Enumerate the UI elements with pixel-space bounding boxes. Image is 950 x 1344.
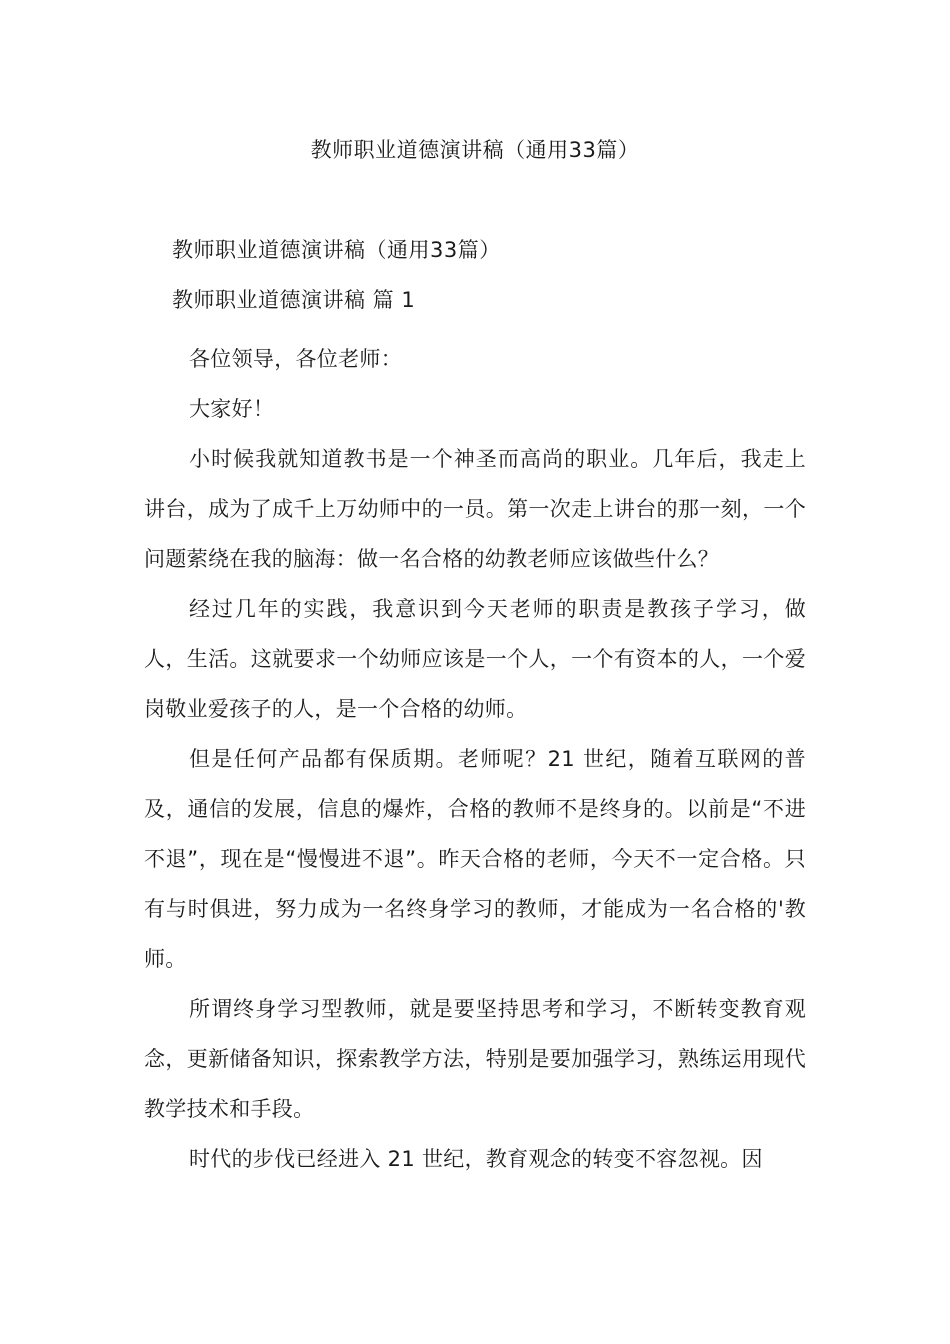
section-heading: 教师职业道德演讲稿 篇 1 [172,288,416,312]
paragraph: 时代的步伐已经进入 21 世纪，教育观念的转变不容忽视。因 [189,1147,763,1171]
paragraph-salutation: 大家好！ [189,397,275,421]
paragraph: 但是任何产品都有保质期。老师呢？21 世纪，随着互联网的普及，通信的发展，信息的爆炸，合格的教师不是终身的。以前是“不进不退”，现在是“慢慢进不退”。昨天合格的老师，今天不一定合格。只有与时俱进，努力成为一名终身学习的教师，才能成为一名合格的'教师。 [144,747,806,971]
document-body [144,334,806,1184]
paragraph-greeting: 各位领导，各位老师： [189,347,402,371]
paragraph: 小时候我就知道教书是一个神圣而高尚的职业。几年后，我走上讲台，成为了成千上万幼师中的一员。第一次走上讲台的那一刻，一个问题萦绕在我的脑海：做一名合格的幼教老师应该做些什么？ [144,447,806,571]
paragraph: 经过几年的实践，我意识到今天老师的职责是教孩子学习，做人，生活。这就要求一个幼师应该是一个人，一个有资本的人，一个爱岗敬业爱孩子的人，是一个合格的幼师。 [144,597,806,721]
document-title: 教师职业道德演讲稿（通用33篇） [310,138,640,162]
document-subtitle: 教师职业道德演讲稿（通用33篇） [172,238,501,262]
paragraph: 所谓终身学习型教师，就是要坚持思考和学习，不断转变教育观念，更新储备知识，探索教学方法，特别是要加强学习，熟练运用现代教学技术和手段。 [144,997,806,1121]
